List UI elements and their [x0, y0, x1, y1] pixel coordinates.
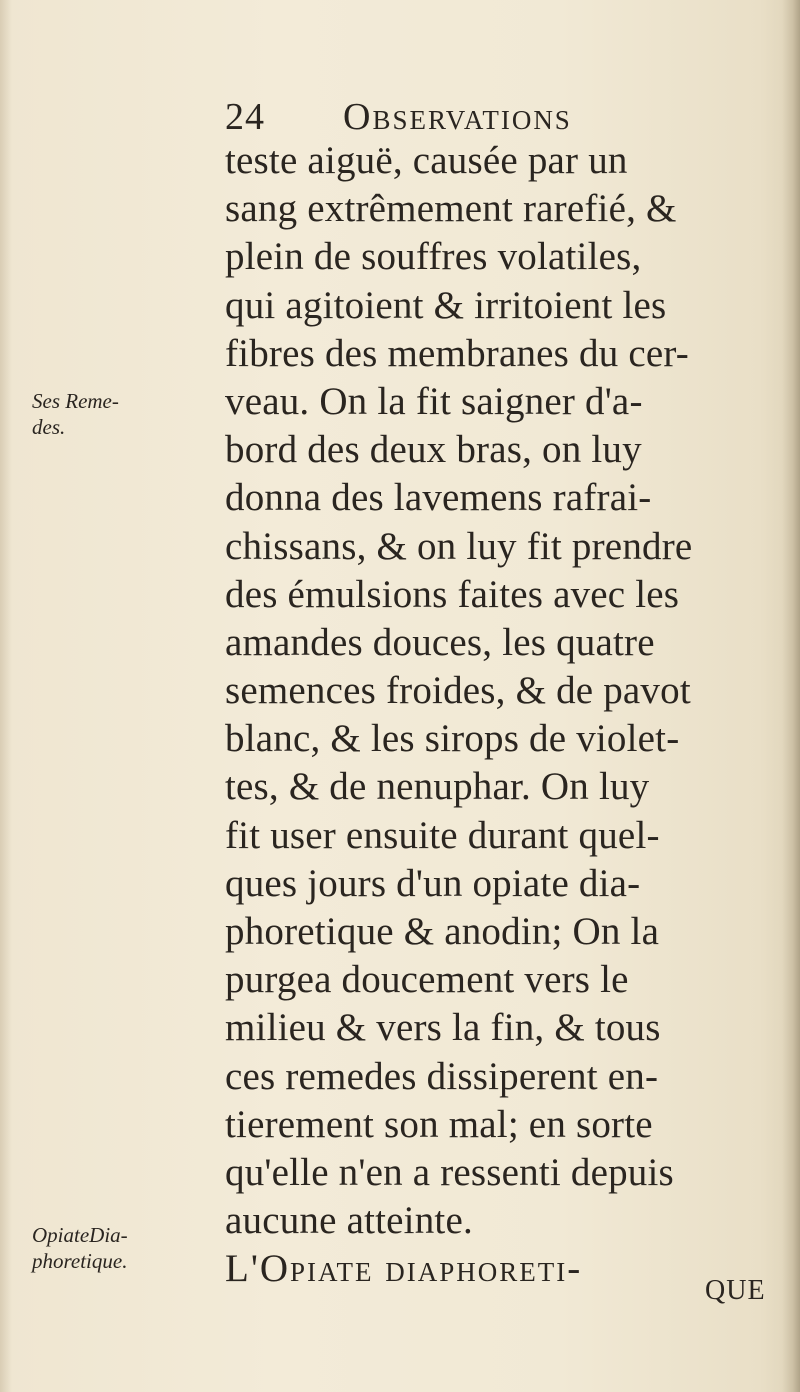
text-line: ces remedes dissiperent en-: [225, 1054, 659, 1098]
running-header: [225, 95, 695, 139]
text-line: fit user ensuite durant quel-: [225, 813, 660, 857]
section-heading: L'Opiate diaphoreti-: [225, 1247, 583, 1291]
margin-note-remedies: [32, 388, 119, 440]
text-line: amandes douces, les quatre: [225, 620, 655, 664]
body-text: [225, 137, 795, 1294]
margin-note-line: OpiateDia-: [32, 1223, 128, 1247]
text-line: veau. On la fit saigner d'a-: [225, 379, 643, 423]
page-left-shadow: [0, 0, 12, 1392]
text-line: ques jours d'un opiate dia-: [225, 861, 641, 905]
text-line: qui agitoient & irritoient les: [225, 283, 667, 327]
text-line: bord des deux bras, on luy: [225, 428, 642, 472]
text-line: semences froides, & de pavot: [225, 669, 691, 713]
margin-note-line: des.: [32, 415, 66, 439]
text-line: phoretique & anodin; On la: [225, 910, 660, 953]
text-line: plein de souffres volatiles,: [225, 235, 642, 279]
text-line: tierement son mal; en sorte: [225, 1102, 653, 1146]
text-line: teste aiguë, causée par un: [225, 139, 628, 182]
text-line: donna des lavemens rafrai-: [225, 476, 652, 520]
text-line: qu'elle n'en a ressenti depuis: [225, 1150, 674, 1194]
text-line: fibres des membranes du cer-: [225, 331, 689, 375]
text-line: chissans, & on luy fit prendre: [225, 524, 693, 568]
margin-note-opiate: [32, 1222, 128, 1274]
margin-note-line: Ses Reme-: [32, 389, 119, 413]
text-line: purgea doucement vers le: [225, 958, 629, 1002]
text-line: blanc, & les sirops de violet-: [225, 717, 680, 761]
catchword: QUE: [705, 1275, 766, 1306]
running-title: Observations: [343, 96, 572, 138]
text-line: milieu & vers la fin, & tous: [225, 1006, 661, 1050]
text-line: sang extrêmement rarefié, &: [225, 187, 677, 231]
text-line: aucune atteinte.: [225, 1199, 473, 1243]
page-number: 24: [225, 96, 265, 138]
text-line: tes, & de nenuphar. On luy: [225, 765, 650, 809]
margin-note-line: phoretique.: [32, 1249, 128, 1273]
text-line: des émulsions faites avec les: [225, 572, 680, 616]
